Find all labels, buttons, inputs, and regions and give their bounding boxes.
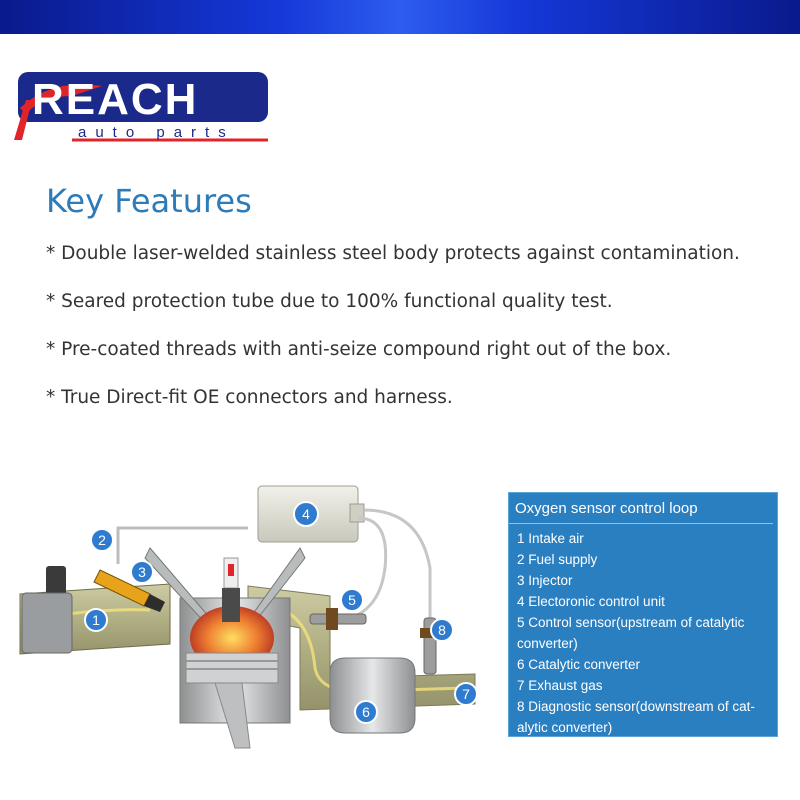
key-features-title: Key Features [46,182,252,220]
reach-logo [12,68,272,144]
legend-item: 1 Intake air [517,531,584,546]
legend-list [509,524,777,738]
legend-item: 5 Control sensor(upstream of catalytic [517,615,745,630]
feature-item: * True Direct-fit OE connectors and harness. [46,387,453,408]
header-banner [0,0,800,34]
legend-item: 2 Fuel supply [517,552,598,567]
svg-text:1: 1 [92,612,100,628]
legend-item: 7 Exhaust gas [517,678,603,693]
legend-item: 6 Catalytic converter [517,657,641,672]
legend-title: Oxygen sensor control loop [509,493,773,524]
svg-text:7: 7 [462,686,470,702]
marker-5 [341,589,363,611]
marker-8 [431,619,453,641]
marker-7 [455,683,477,705]
feature-item: * Pre-coated threads with anti-seize compound right out of the box. [46,339,672,360]
oxygen-sensor-diagram [0,478,500,778]
legend-item: converter) [517,636,578,651]
svg-text:6: 6 [362,704,370,720]
legend-item: 3 Injector [517,573,573,588]
svg-text:3: 3 [138,564,146,580]
svg-text:8: 8 [438,622,446,638]
feature-list [46,240,740,432]
marker-2 [91,529,113,551]
feature-item: * Double laser-welded stainless steel body protects against contamination. [46,243,740,264]
legend-item: 8 Diagnostic sensor(downstream of cat- [517,699,755,714]
svg-text:4: 4 [302,506,310,522]
legend-item: 4 Electoronic control unit [517,594,665,609]
logo-sub-text: auto parts [78,124,235,141]
marker-1 [85,609,107,631]
logo-brand-text: REACH [32,75,199,124]
feature-item: * Seared protection tube due to 100% functional quality test. [46,291,613,312]
svg-text:5: 5 [348,592,356,608]
marker-3 [131,561,153,583]
svg-text:2: 2 [98,532,106,548]
legend-item: alytic converter) [517,720,613,735]
marker-4 [294,502,318,526]
legend-panel [508,492,778,737]
marker-6 [355,701,377,723]
